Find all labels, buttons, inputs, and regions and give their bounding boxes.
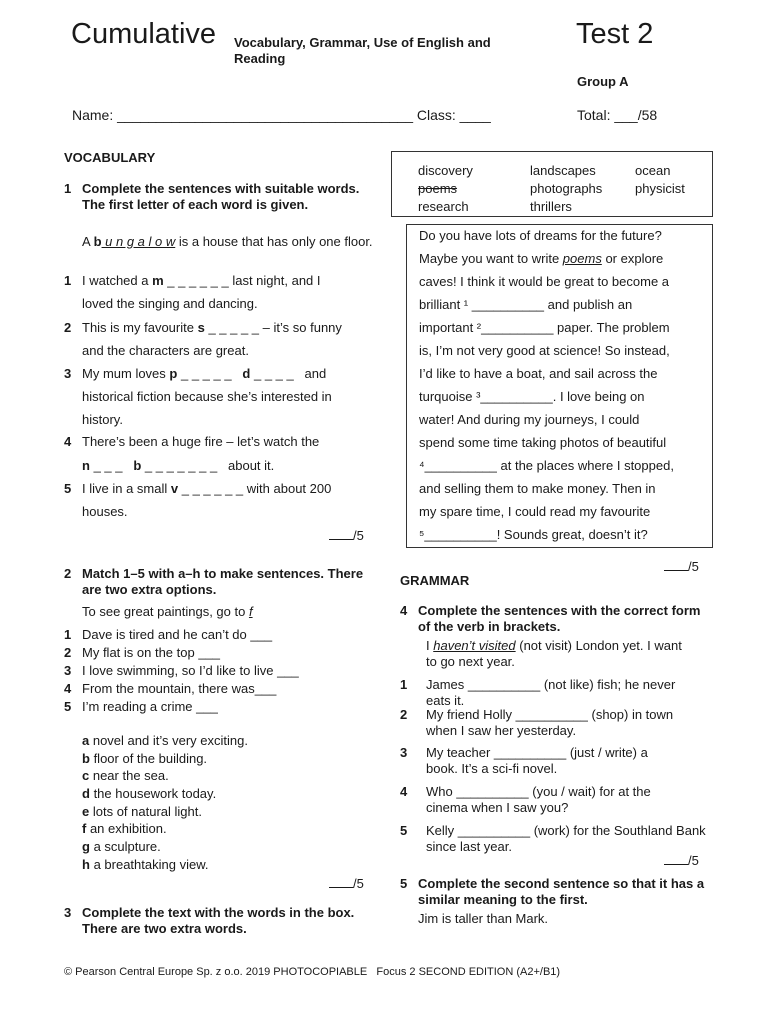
q2-option: [82, 804, 382, 822]
text-line-9: water! And during my journeys, I could: [419, 412, 640, 427]
q1-item-3-letter2: d: [242, 366, 251, 381]
q2-option: [82, 821, 382, 839]
word-physicist: physicist: [635, 181, 685, 196]
text-line-2: [419, 251, 663, 267]
q4-item-5[interactable]: Kelly __________ (work) for the Southland Bank since last year.: [426, 823, 706, 854]
q2-item[interactable]: [64, 699, 364, 717]
q1-item-1-pre: I watched a: [82, 273, 153, 288]
q1-item-5-pre: I live in a small: [82, 481, 171, 496]
q1-item-3-line3: history.: [82, 412, 123, 427]
word-landscapes: landscapes: [530, 163, 596, 178]
reading-text-box: [406, 224, 713, 548]
q2-item[interactable]: [64, 681, 364, 699]
q1-item-1-number: 1: [64, 273, 72, 288]
title-cumulative: Cumulative: [71, 18, 217, 50]
q2-option-letter: d: [82, 786, 90, 802]
q2-score[interactable]: [329, 876, 364, 891]
q2-item-number: 5: [64, 699, 72, 714]
text-line-14[interactable]: ⁵__________! Sounds great, doesn’t it?: [419, 527, 648, 542]
q1-item-2-letter: s: [197, 320, 205, 335]
q4-item-2-number: 2: [400, 707, 408, 722]
q1-item-4-post2: _ _ _ _ _ _ _ about it.: [141, 458, 275, 473]
q1-score-value: /5: [353, 528, 364, 543]
q2-option-letter: f: [82, 821, 87, 837]
q4-item-5-number: 5: [400, 823, 408, 838]
q2-option: [82, 839, 382, 857]
q2-item-number: 1: [64, 627, 72, 642]
q1-number: 1: [64, 181, 72, 196]
word-ocean: ocean: [635, 163, 671, 178]
q3-instruction: Complete the text with the words in the box. There are two extra words.: [82, 905, 355, 936]
q2-option-letter: e: [82, 803, 90, 819]
q1-item-3-line2: historical fiction because she’s interested in: [82, 389, 332, 404]
q1-example-answer: u n g a l o w: [101, 234, 176, 249]
q1-item-5-line2: houses.: [82, 504, 128, 519]
q2-item-text: My flat is on the top ___: [82, 645, 221, 660]
subtitle-line2: Reading: [234, 51, 286, 66]
text-line-6: is, I’m not very good at science! So instead,: [419, 343, 670, 358]
q1-item-2-pre: This is my favourite: [82, 320, 198, 335]
q4-item-3-number: 3: [400, 745, 408, 760]
q2-item[interactable]: [64, 663, 364, 681]
text-line-5[interactable]: important ²__________ paper. The problem: [419, 320, 670, 335]
q3-number: 3: [64, 905, 72, 920]
q2-option-text: novel and it’s very exciting.: [89, 733, 248, 748]
subtitle: [234, 35, 534, 67]
q2-score-value: /5: [353, 876, 364, 891]
q5-example: Jim is taller than Mark.: [418, 911, 549, 926]
q2-option-text: an exhibition.: [86, 821, 167, 837]
text-line-8[interactable]: turquoise ³__________. I love being on: [419, 389, 645, 404]
q4-item-4[interactable]: Who __________ (you / wait) for at the cinema when I saw you?: [426, 784, 651, 815]
q4-item-3[interactable]: My teacher __________ (just / write) a book. It’s a sci-fi novel.: [426, 745, 648, 776]
q2-item-text: I’m reading a crime ___: [82, 699, 218, 714]
text-line-3: caves! I think it would be great to become a: [419, 274, 670, 289]
q1-item-3-post1: _ _ _ _ _: [177, 366, 243, 381]
q2-item-number: 4: [64, 681, 72, 696]
q2-item[interactable]: [64, 645, 364, 663]
q2-option: [82, 733, 382, 751]
text-line-4[interactable]: brilliant ¹ __________ and publish an: [419, 297, 633, 312]
grammar-heading: GRAMMAR: [400, 573, 470, 588]
q1-item-4-letter1: n: [82, 458, 90, 473]
q2-options: [82, 733, 382, 875]
q4-item-1-number: 1: [400, 677, 408, 692]
q1-item-1-letter: m: [152, 273, 164, 288]
q2-item-text: I love swimming, so I’d like to live ___: [82, 663, 299, 678]
q2-example: [82, 604, 253, 620]
text-line-11[interactable]: ⁴__________ at the places where I stopped,: [419, 458, 674, 473]
q2-option-text: a sculpture.: [89, 839, 161, 855]
q2-option: [82, 857, 382, 875]
q2-number: 2: [64, 566, 72, 581]
q1-instruction: Complete the sentences with suitable words. The first letter of each word is given.: [82, 181, 360, 212]
q4-example-suffix: (not visit) London yet. I want to go next year.: [426, 638, 682, 669]
q2-instruction: Match 1–5 with a–h to make sentences. There are two extra options.: [82, 566, 364, 597]
q1-item-2[interactable]: [82, 320, 342, 336]
q2-item-number: 2: [64, 645, 72, 660]
q1-item-4-number: 4: [64, 434, 72, 449]
q2-option-letter: g: [82, 839, 90, 855]
q2-option: [82, 786, 382, 804]
q1-example-letter: b: [93, 234, 102, 249]
q1-example-prefix: A: [82, 234, 94, 249]
q1-item-4-line2[interactable]: [82, 458, 274, 474]
q1-item-5-letter: v: [170, 481, 179, 496]
footer-copyright: © Pearson Central Europe Sp. z o.o. 2019 PHOTOCOPIABLE Focus 2 SECOND EDITION (A2+/B1): [64, 966, 561, 978]
q1-item-1-line2: loved the singing and dancing.: [82, 296, 258, 311]
text-line-10: spend some time taking photos of beautiful: [419, 435, 667, 450]
q3-score[interactable]: [664, 559, 699, 574]
subtitle-line1: Vocabulary, Grammar, Use of English and: [234, 35, 491, 50]
q4-number: 4: [400, 603, 408, 618]
q1-item-3[interactable]: [82, 366, 326, 382]
q2-option-letter: c: [82, 768, 90, 784]
word-photographs: photographs: [530, 181, 603, 196]
q2-option-text: near the sea.: [89, 768, 169, 784]
q1-item-4-letter2: b: [133, 458, 142, 473]
q4-score-value: /5: [688, 853, 699, 868]
q1-item-3-number: 3: [64, 366, 72, 381]
q2-item[interactable]: [64, 627, 364, 645]
q1-item-5[interactable]: [82, 481, 331, 497]
text-line-2-pre: Maybe you want to write: [419, 251, 563, 266]
q1-example: [82, 234, 377, 250]
q2-item-text: From the mountain, there was___: [82, 681, 277, 696]
q4-example: [426, 638, 696, 670]
q4-example-prefix: I: [426, 638, 434, 653]
q2-option-text: floor of the building.: [89, 750, 208, 766]
q1-item-2-post: _ _ _ _ _ – it’s so funny: [204, 320, 342, 335]
q4-instruction: Complete the sentences with the correct form of the verb in brackets.: [418, 603, 701, 634]
title-test: Test 2: [576, 18, 654, 50]
group-label: Group A: [577, 74, 629, 89]
q1-item-2-line2: and the characters are great.: [82, 343, 249, 358]
text-line-13: my spare time, I could read my favourite: [419, 504, 651, 519]
text-line-2-post: or explore: [601, 251, 664, 266]
q1-item-1-post: _ _ _ _ _ _ last night, and I: [163, 273, 321, 288]
q1-item-2-number: 2: [64, 320, 72, 335]
name-class-line[interactable]: Name: ______________________________________ Class: ____: [72, 107, 491, 123]
q1-example-suffix: is a house that has only one floor.: [175, 234, 373, 249]
q2-item-text: Dave is tired and he can’t do ___: [82, 627, 273, 642]
q2-option-text: lots of natural light.: [89, 803, 202, 819]
total-score[interactable]: Total: ___/58: [577, 107, 658, 123]
q3-score-value: /5: [688, 559, 699, 574]
q1-item-3-letter1: p: [169, 366, 178, 381]
q2-option-letter: a: [82, 733, 90, 748]
q1-item-3-pre: My mum loves: [82, 366, 170, 381]
q2-items: [64, 627, 364, 717]
q1-item-4-post1: _ _ _: [89, 458, 134, 473]
text-line-7: I’d like to have a boat, and sail across the: [419, 366, 658, 381]
q1-item-5-number: 5: [64, 481, 72, 496]
word-thrillers: thrillers: [530, 199, 572, 214]
q5-instruction: Complete the second sentence so that it has a similar meaning to the first.: [418, 876, 705, 907]
q2-option: [82, 751, 382, 769]
q4-item-1[interactable]: James __________ (not like) fish; he never eats it.: [426, 677, 676, 708]
q4-example-answer: haven’t visited: [433, 638, 516, 653]
q2-option: [82, 768, 382, 786]
q4-item-2[interactable]: My friend Holly __________ (shop) in town when I saw her yesterday.: [426, 707, 674, 738]
text-line-1: Do you have lots of dreams for the future?: [419, 228, 662, 243]
word-box: [391, 151, 713, 217]
word-discovery: discovery: [418, 163, 473, 178]
q1-item-3-post2: _ _ _ _ and: [250, 366, 327, 381]
q1-score[interactable]: [329, 528, 364, 543]
word-poems-struck: poems: [418, 181, 458, 196]
q2-option-text: a breathtaking view.: [89, 856, 209, 872]
q2-item-number: 3: [64, 663, 72, 678]
q1-item-1[interactable]: [82, 273, 321, 289]
text-line-12: and selling them to make money. Then in: [419, 481, 656, 496]
word-research: research: [418, 199, 469, 214]
q5-number: 5: [400, 876, 408, 891]
q2-example-prefix: To see great paintings, go to: [82, 604, 249, 619]
vocabulary-heading: VOCABULARY: [64, 150, 156, 165]
q2-option-letter: h: [82, 856, 90, 872]
q2-example-answer: f: [248, 604, 253, 619]
q4-item-4-number: 4: [400, 784, 408, 799]
q4-score[interactable]: [664, 853, 699, 868]
q2-option-text: the housework today.: [89, 786, 217, 802]
q1-item-4: There’s been a huge fire – let’s watch the: [82, 434, 320, 449]
text-line-2-answer: poems: [562, 251, 602, 266]
q1-item-5-post: _ _ _ _ _ _ with about 200: [178, 481, 332, 496]
q2-option-letter: b: [82, 750, 90, 766]
